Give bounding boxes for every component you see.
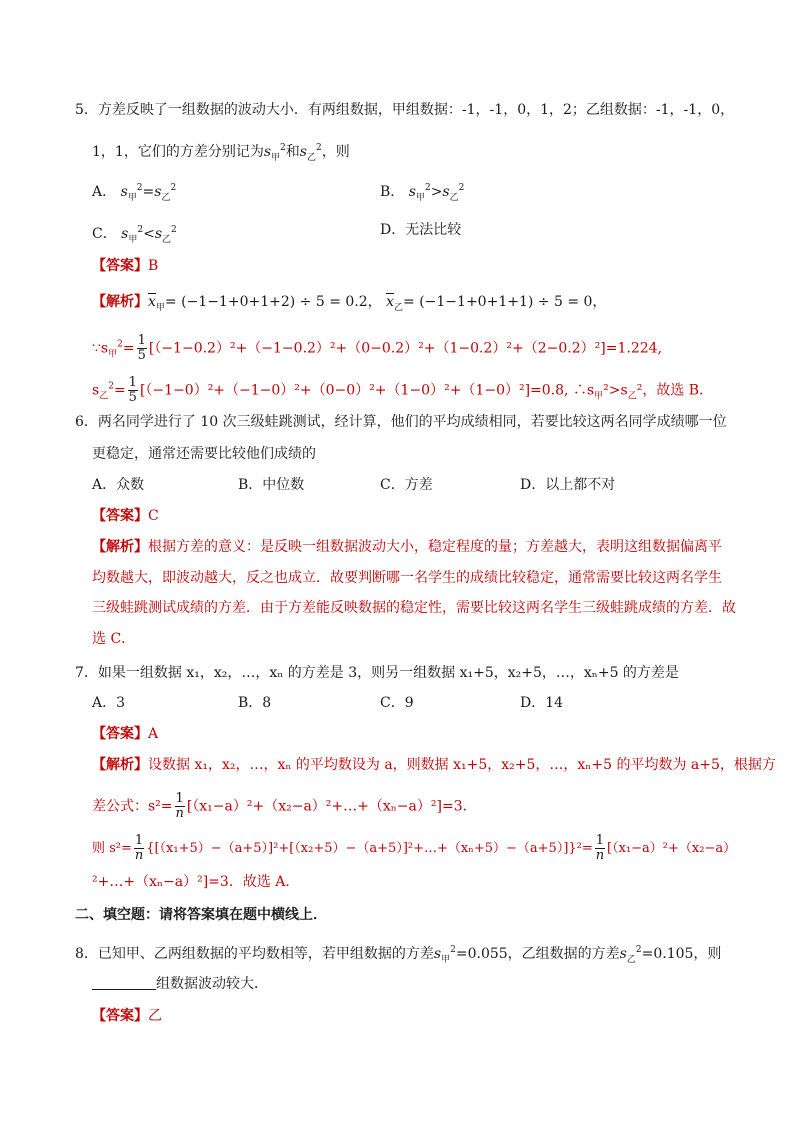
q6-line-1 xyxy=(75,412,727,432)
answer-value: C xyxy=(148,508,159,524)
q6-analysis-1 xyxy=(92,537,722,557)
sup-2: 2 xyxy=(280,143,286,153)
q7-option-d[interactable] xyxy=(520,693,563,713)
q7-number: 7． xyxy=(75,665,98,681)
q6-option-b[interactable] xyxy=(238,475,304,495)
analysis-tag: 【解析】 xyxy=(92,757,148,773)
q7-answer xyxy=(92,724,158,744)
option-text: A．3 xyxy=(92,695,126,711)
sub-jia: 甲 xyxy=(594,391,604,402)
q6-answer xyxy=(92,506,159,526)
analysis-text: 均数越大，即波动越大，反之也成立．故要判断哪一名学生的成绩比较稳定，通常需要比较这两名学生 xyxy=(92,570,722,586)
var-s: s xyxy=(433,946,442,962)
q5-number: 5． xyxy=(75,102,98,118)
q6-line-2 xyxy=(92,444,316,464)
fraction-one-over-n xyxy=(595,834,605,863)
equals-sign: = xyxy=(113,382,126,399)
option-text: B．中位数 xyxy=(238,477,305,493)
option-text: D．以上都不对 xyxy=(520,477,616,493)
fraction-one-fifth xyxy=(128,376,138,405)
q6-option-d[interactable] xyxy=(520,475,615,495)
sub-jia: 甲 xyxy=(271,153,281,163)
answer-blank[interactable] xyxy=(92,975,156,990)
q7-analysis-2 xyxy=(92,792,477,821)
sub-yi: 乙 xyxy=(99,391,109,402)
option-text: C．9 xyxy=(380,695,414,711)
option-label: B． xyxy=(380,184,405,200)
sub-yi: 乙 xyxy=(449,193,459,203)
sup-2: 2 xyxy=(450,945,456,955)
sup-2: 2 xyxy=(108,381,114,392)
q6-stem-2: 更稳定，通常还需要比较他们成绩的 xyxy=(92,446,316,462)
sub-yi: 乙 xyxy=(306,153,316,163)
analysis-text: 选 C． xyxy=(92,631,136,647)
analysis-text: [（x₁−a）²+（x₂−a）²+…+（xₙ−a）²]=3． xyxy=(186,798,477,815)
analysis-tag: 【解析】 xyxy=(92,294,148,310)
sub-yi: 乙 xyxy=(394,303,404,313)
q8-var-yi: =0.105，则 xyxy=(641,946,722,962)
option-text: C．方差 xyxy=(380,477,433,493)
mean-yi-expr: = (−1−1+0+1+1) ÷ 5 = 0， xyxy=(403,294,607,310)
var-s: s xyxy=(121,226,129,242)
q5-stem-2: 1，1，它们的方差分别记为 xyxy=(92,144,264,160)
analysis-text: 则 s²= xyxy=(92,841,132,856)
var-s: s xyxy=(299,144,307,160)
q5-answer xyxy=(92,256,158,276)
analysis-text: 设数据 x₁，x₂，…，xₙ 的平均数设为 a，则数据 x₁+5，x₂+5，…，xₙ+5 的平均数为 a+5，根据方 xyxy=(148,757,776,773)
analysis-text: 根据方差的意义：是反映一组数据波动大小，稳定程度的量；方差越大，表明这组数据偏离平 xyxy=(148,539,722,555)
mean-x: x xyxy=(148,294,156,310)
q5-line-2 xyxy=(92,138,350,168)
answer-tag: 【答案】 xyxy=(92,1008,148,1024)
q7-option-b[interactable] xyxy=(238,693,271,713)
q6-number: 6． xyxy=(75,414,98,430)
mean-x: x xyxy=(386,294,395,310)
analysis-text: {[（x₁+5）−（a+5）]²+[（x₂+5）−（a+5）]²+…+（xₙ+5）−（a+5）]}²= xyxy=(146,841,593,856)
option-label: D．无法比较 xyxy=(380,222,462,238)
option-label: A． xyxy=(92,184,117,200)
equals-sign: = xyxy=(142,184,155,200)
frac-den: n xyxy=(595,848,605,863)
sub-yi: 乙 xyxy=(161,193,171,203)
q5-option-d[interactable] xyxy=(380,220,461,240)
sup-2: 2 xyxy=(170,183,177,193)
sup-2: 2 xyxy=(424,183,431,193)
answer-tag: 【答案】 xyxy=(92,258,148,274)
frac-den: n xyxy=(175,806,184,821)
frac-num: 1 xyxy=(595,833,605,848)
answer-tag: 【答案】 xyxy=(92,726,148,742)
q5-analysis-1 xyxy=(92,292,606,318)
greater-sign: > xyxy=(430,184,443,200)
var-s: s xyxy=(408,184,416,200)
frac-den: 5 xyxy=(128,390,137,405)
equals-sign: = xyxy=(122,340,135,357)
sub-jia: 甲 xyxy=(127,193,137,203)
var-s: s xyxy=(154,226,163,242)
sub-yi: 乙 xyxy=(626,955,636,965)
q5-stem-1: 方差反映了一组数据的波动大小．有两组数据，甲组数据：-1，-1，0，1，2；乙组数据：-1，-1，0， xyxy=(97,102,735,118)
sub-jia: 甲 xyxy=(155,303,165,313)
mean-jia-expr: = (−1−1+0+1+2) ÷ 5 = 0.2， xyxy=(164,294,382,310)
answer-value: B xyxy=(148,258,159,274)
q6-analysis-2 xyxy=(92,568,722,588)
q8-number: 8． xyxy=(75,946,98,962)
frac-den: 5 xyxy=(137,348,146,363)
q7-analysis-3 xyxy=(92,834,736,863)
var-s: s xyxy=(263,144,272,160)
q8-answer xyxy=(92,1006,162,1026)
section-2-title xyxy=(75,905,327,925)
less-sign: < xyxy=(143,226,155,242)
sup-2: 2 xyxy=(117,339,123,350)
sup-2: 2 xyxy=(171,225,177,235)
var-s: s xyxy=(92,382,100,399)
q5-and: 和 xyxy=(285,144,300,160)
sup-2: 2 xyxy=(137,225,144,235)
frac-num: 1 xyxy=(175,791,184,806)
q5-analysis-2 xyxy=(92,334,662,365)
var-s: s xyxy=(154,184,162,200)
sub-jia: 甲 xyxy=(441,955,451,965)
q8-line-2 xyxy=(92,974,268,994)
q7-analysis-4 xyxy=(92,872,299,892)
sub-yi: 乙 xyxy=(627,391,637,402)
because-s: ∵s xyxy=(92,340,109,357)
var-s: s xyxy=(442,184,450,200)
frac-num: 1 xyxy=(137,333,146,348)
section-title-text: 二、填空题：请将答案填在题中横线上． xyxy=(75,907,327,923)
q8-stem-2: 组数据波动较大． xyxy=(156,976,268,992)
sub-yi: 乙 xyxy=(162,235,172,245)
sup-2: 2 xyxy=(458,183,465,193)
q7-analysis-1 xyxy=(92,755,776,775)
q7-option-c[interactable] xyxy=(380,693,414,713)
analysis-text: 差公式：s²= xyxy=(92,798,173,815)
q5-analysis-3 xyxy=(92,376,713,407)
q8-var-jia: =0.055，乙组数据的方差 xyxy=(455,946,620,962)
sub-jia: 甲 xyxy=(128,235,138,245)
option-text: B．8 xyxy=(238,695,272,711)
sup-2: 2 xyxy=(315,143,322,153)
frac-num: 1 xyxy=(134,833,144,848)
q5-option-c[interactable] xyxy=(92,220,177,250)
q8-line-1 xyxy=(75,940,721,970)
sub-jia: 甲 xyxy=(415,193,425,203)
frac-num: 1 xyxy=(128,375,137,390)
sup-2: 2 xyxy=(136,183,143,193)
q7-stem: 如果一组数据 x₁，x₂，…，xₙ 的方差是 3，则另一组数据 x₁+5，x₂+5，…，xₙ+5 的方差是 xyxy=(97,665,679,681)
q7-option-a[interactable] xyxy=(92,693,125,713)
var-s: s xyxy=(619,946,627,962)
analysis-text: [（x₁−a）²+（x₂−a） xyxy=(607,841,737,856)
var-jia-expr: [（−1−0.2）²+（−1−0.2）²+（0−0.2）²+（1−0.2）²+（2−0.2）²]=1.224, xyxy=(148,340,662,357)
fraction-one-over-n xyxy=(134,834,144,863)
option-text: D．14 xyxy=(520,695,564,711)
sup-2: 2 xyxy=(635,945,642,955)
q6-stem-1: 两名同学进行了 10 次三级蛙跳测试，经计算，他们的平均成绩相同，若要比较这两名同学成绩哪一位 xyxy=(97,414,727,430)
analysis-tag: 【解析】 xyxy=(92,539,148,555)
q6-option-c[interactable] xyxy=(380,475,433,495)
q8-stem-1: 已知甲、乙两组数据的平均数相等，若甲组数据的方差 xyxy=(97,946,434,962)
q6-option-a[interactable] xyxy=(92,475,144,495)
frac-den: n xyxy=(134,848,144,863)
var-s: s xyxy=(120,184,128,200)
answer-tag: 【答案】 xyxy=(92,508,148,524)
option-text: A．众数 xyxy=(92,477,145,493)
q6-analysis-4 xyxy=(92,629,135,649)
answer-value: A xyxy=(148,726,159,742)
q5-option-a[interactable] xyxy=(92,178,176,208)
fraction-one-fifth xyxy=(137,334,147,363)
option-label: C． xyxy=(92,226,117,242)
var-yi-end: ²，故选 B． xyxy=(636,382,714,399)
analysis-text: ²+…+（xₙ−a）²]=3．故选 A． xyxy=(92,874,300,890)
answer-value: 乙 xyxy=(148,1008,162,1024)
q5-option-b[interactable] xyxy=(380,178,464,208)
q7-line-1 xyxy=(75,663,679,683)
analysis-text: 三级蛙跳测试成绩的方差．由于方差能反映数据的稳定性，需要比较这两名学生三级蛙跳成绩的方差．故 xyxy=(92,600,736,616)
q5-line-1 xyxy=(75,100,734,120)
var-yi-gt: ²>s xyxy=(603,382,628,399)
fraction-one-over-n xyxy=(175,792,185,821)
q6-analysis-3 xyxy=(92,598,736,618)
q5-then: ，则 xyxy=(321,144,350,160)
var-yi-expr: [（−1−0）²+（−1−0）²+（0−0）²+（1−0）²+（1−0）²]=0.8, ∴s xyxy=(139,382,595,399)
sub-jia: 甲 xyxy=(108,349,118,360)
